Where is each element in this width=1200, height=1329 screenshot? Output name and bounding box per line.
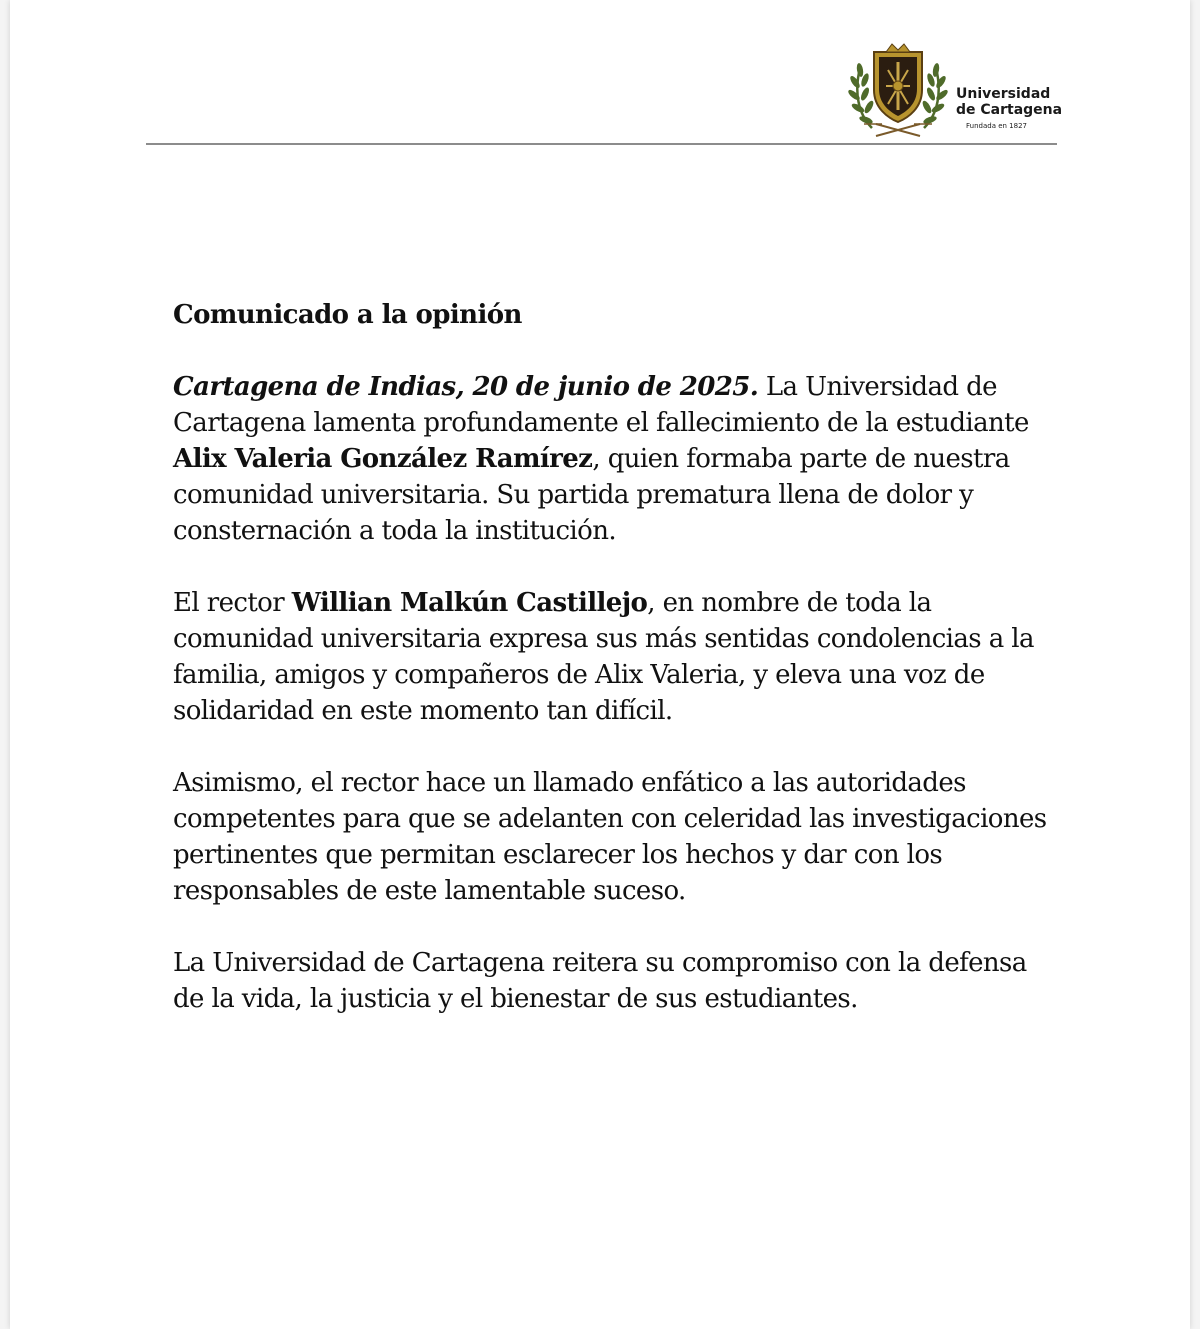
paragraph-announcement: [173, 369, 1053, 549]
university-name-line2: de Cartagena: [956, 102, 1063, 118]
letterhead: [10, 0, 1190, 146]
paragraph-condolences: [173, 585, 1053, 729]
paragraph-text: El rector: [173, 588, 292, 618]
paragraph-call-to-authorities: Asimismo, el rector hace un llamado enfático a las autoridades competentes para que se adelanten con celeridad las investigaciones pertinentes que permitan esclarecer los hechos y dar con los responsables de este lamentable suceso.: [173, 768, 1047, 906]
communique-body: [173, 297, 1053, 1053]
paragraph-commitment: La Universidad de Cartagena reitera su compromiso con la defensa de la vida, la justicia y el bienestar de sus estudiantes.: [173, 948, 1027, 1014]
paragraph-text: , en nombre de toda la comunidad universitaria expresa sus más sentidas condolencias a la familia, amigos y compañeros de Alix Valeria, y eleva una voz de solidaridad en este momento tan difícil.: [173, 588, 1034, 726]
document-title: Comunicado a la opinión: [173, 300, 522, 330]
date-line: Cartagena de Indias, 20 de junio de 2025.: [173, 372, 759, 402]
rector-name: Willian Malkún Castillejo: [291, 588, 648, 618]
paragraph-text: La Universidad de Cartagena lamenta profundamente el fallecimiento de la estudiante: [173, 372, 1029, 438]
student-name: Alix Valeria González Ramírez: [173, 444, 593, 474]
document-page: [10, 0, 1190, 1329]
university-crest-laurel-icon: [846, 40, 950, 140]
header-divider: [146, 143, 1057, 145]
founded-tagline: Fundada en 1827: [966, 122, 1027, 130]
university-name: [956, 86, 1066, 131]
university-name-line1: Universidad: [956, 86, 1051, 102]
paragraph-text: , quien formaba parte de nuestra comunidad universitaria. Su partida prematura llena de dolor y consternación a toda la institución.: [173, 444, 1010, 546]
